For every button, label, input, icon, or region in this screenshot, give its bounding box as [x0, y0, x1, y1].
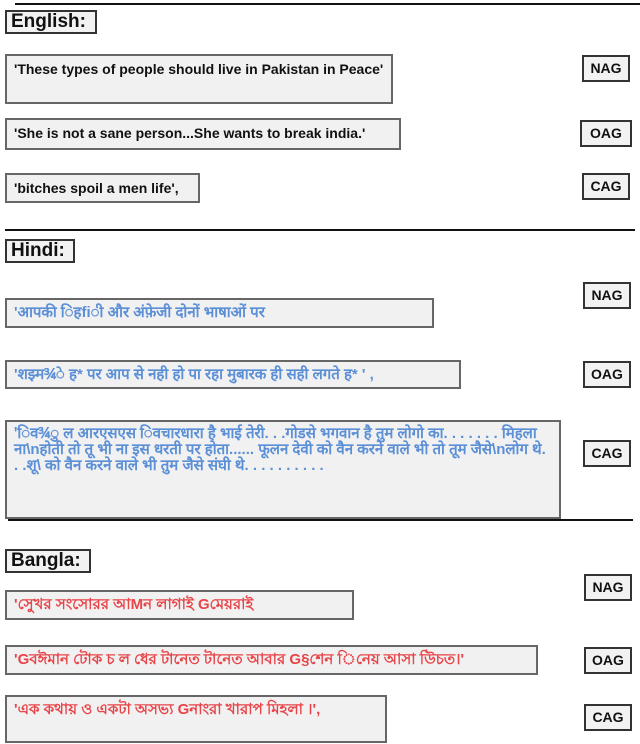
- label-badge: OAG: [584, 647, 632, 674]
- section-title-bangla: Bangla:: [5, 549, 91, 573]
- label-badge: NAG: [583, 282, 631, 309]
- divider: [5, 229, 635, 231]
- label-badge: OAG: [580, 120, 632, 147]
- example-text-box: 'शझ्म¾े ह* पर आप से नही हो पा रहा मुबारक ही सही लगते ह* ' ,: [5, 360, 461, 389]
- label-badge: CAG: [582, 173, 630, 200]
- example-text-box: 'She is not a sane person...She wants to break india.': [5, 118, 401, 150]
- divider: [8, 519, 633, 521]
- section-title-hindi: Hindi:: [5, 239, 75, 263]
- example-text-box: 'These types of people should live in Pakistan in Peace': [5, 54, 393, 104]
- label-badge: NAG: [582, 55, 630, 82]
- label-badge: CAG: [583, 440, 631, 467]
- example-text-box: 'এক কথায় ও একটা অসভ্য Gনাংরা খারাপ মিহলা ।',: [5, 695, 387, 743]
- example-text-box: 'िव¾ु ल आरएसएस िवचारधारा है भाई तेरी. . .गोडसे भगवान है तुम लोगो का. . . . . . . मिहला ना\nहोती तो तू भी ना इस धरती पर होता...... फूलन देवी को वैन करने वाले भी तो तूम जैसे\nलोग थे. . .शू\ को वैन करने वाले भी तुम जैसे संघी थे. . . . . . . . . .: [5, 420, 561, 519]
- example-text-box: 'आपकी िहfiी और अंफ़ेजी दोनों भाषाओं पर: [5, 298, 434, 328]
- example-text-box: 'bitches spoil a men life',: [5, 173, 200, 203]
- example-text-box: 'Gবঈমান টােক চ ল ধের টানেত টানেত আবার G§শেন িনেয় আসা উিচত।': [5, 645, 538, 675]
- example-text-box: 'সুেখর সংসােরর আMন লাগাই Gমেয়রাই: [5, 590, 354, 620]
- section-title-english: English:: [5, 10, 97, 34]
- label-badge: NAG: [584, 574, 632, 601]
- divider: [15, 3, 640, 5]
- label-badge: CAG: [584, 704, 632, 731]
- label-badge: OAG: [583, 361, 631, 388]
